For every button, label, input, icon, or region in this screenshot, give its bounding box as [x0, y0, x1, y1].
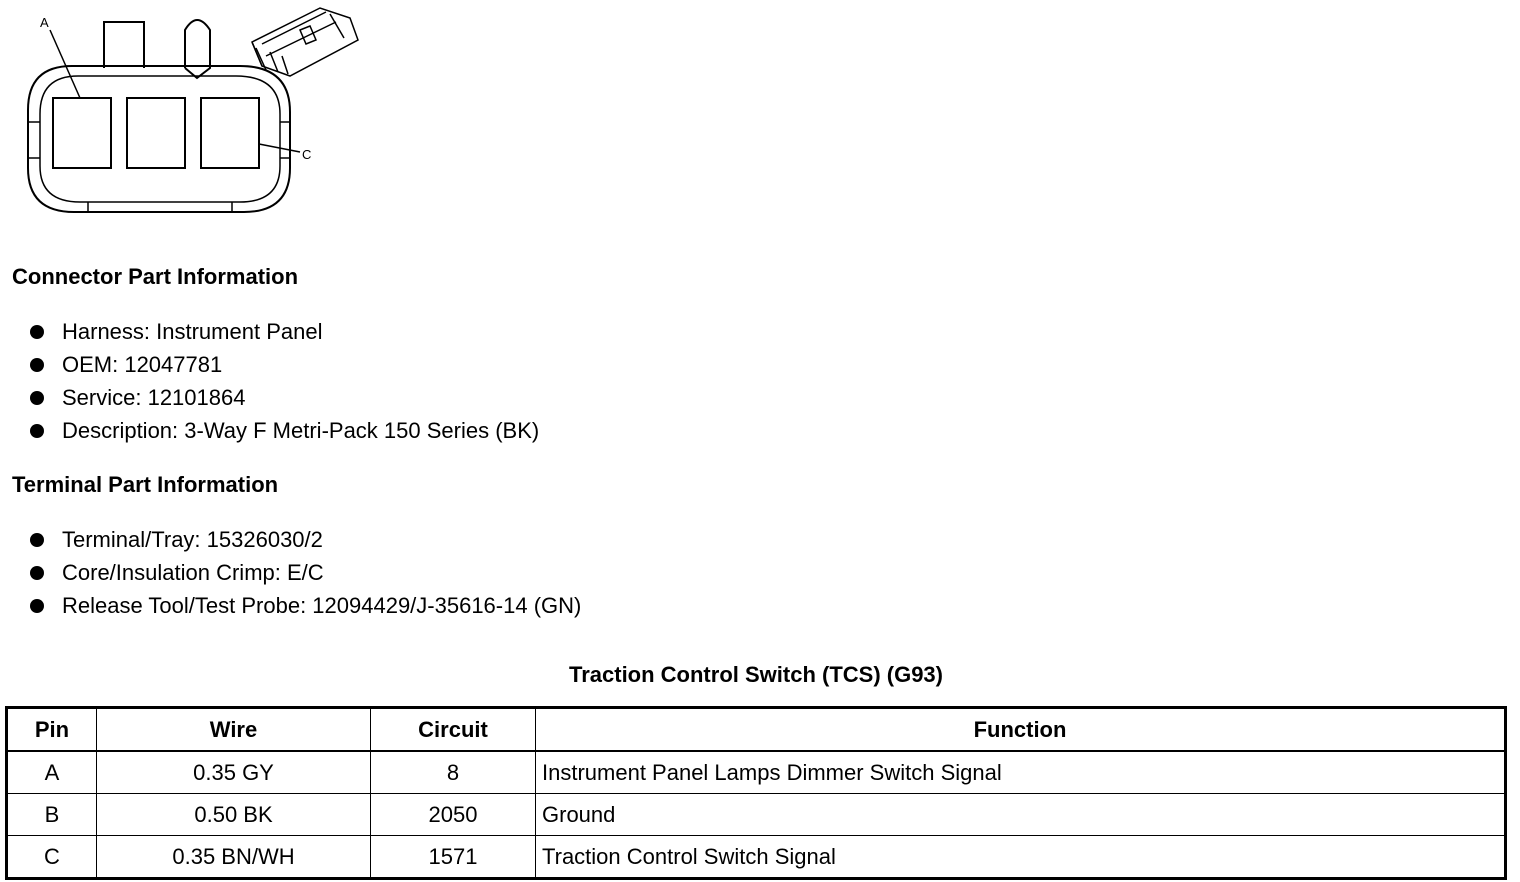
list-item-text: Core/Insulation Crimp: E/C: [62, 560, 324, 585]
callout-a-label: A: [40, 15, 49, 30]
table-row: [7, 794, 1506, 836]
cavity-b: [127, 98, 185, 168]
circuit-cell: 8: [371, 751, 536, 794]
table-header-row: [7, 708, 1506, 752]
list-item-text: Service: 12101864: [62, 385, 246, 410]
pin-cell: A: [7, 751, 97, 794]
column-header-wire: Wire: [97, 708, 371, 752]
connector-key-tab: [185, 20, 210, 78]
pinout-table: [5, 706, 1507, 880]
circuit-cell: 1571: [371, 836, 536, 879]
connector-info-list: [30, 315, 539, 447]
column-header-pin: Pin: [7, 708, 97, 752]
terminal-info-list: [30, 523, 581, 622]
column-header-function: Function: [536, 708, 1506, 752]
list-item: [30, 348, 539, 381]
list-item-text: OEM: 12047781: [62, 352, 223, 377]
connector-lock-tab: [104, 22, 144, 68]
wire-cell: 0.35 BN/WH: [97, 836, 371, 879]
list-item: [30, 414, 539, 447]
connector-housing-outline: [28, 66, 290, 212]
list-item: [30, 556, 581, 589]
list-item: [30, 523, 581, 556]
bullet-icon: [30, 566, 44, 580]
list-item-text: Terminal/Tray: 15326030/2: [62, 527, 323, 552]
function-cell: Ground: [536, 794, 1506, 836]
function-cell: Traction Control Switch Signal: [536, 836, 1506, 879]
table-row: [7, 751, 1506, 794]
connector-diagram: [0, 0, 380, 225]
pin-table-title: Traction Control Switch (TCS) (G93): [568, 662, 943, 687]
list-item-text: Release Tool/Test Probe: 12094429/J-35616-14 (GN): [62, 593, 582, 618]
connector-thumbnail: [252, 8, 358, 76]
bullet-icon: [30, 325, 44, 339]
list-item: [30, 381, 539, 414]
bullet-icon: [30, 358, 44, 372]
bullet-icon: [30, 599, 44, 613]
terminal-info-heading: Terminal Part Information: [12, 472, 279, 497]
pin-cell: C: [7, 836, 97, 879]
bullet-icon: [30, 424, 44, 438]
connector-info-heading: Connector Part Information: [12, 264, 299, 289]
cavity-c: [201, 98, 259, 168]
list-item: [30, 315, 539, 348]
callout-c-label: C: [302, 147, 312, 162]
wire-cell: 0.50 BK: [97, 794, 371, 836]
connector-housing-inner: [40, 76, 280, 202]
cavity-a: [53, 98, 111, 168]
list-item-text: Description: 3-Way F Metri-Pack 150 Series (BK): [62, 418, 540, 443]
list-item-text: Harness: Instrument Panel: [62, 319, 323, 344]
function-cell: Instrument Panel Lamps Dimmer Switch Signal: [536, 751, 1506, 794]
wire-cell: 0.35 GY: [97, 751, 371, 794]
table-row: [7, 836, 1506, 879]
bullet-icon: [30, 391, 44, 405]
pin-cell: B: [7, 794, 97, 836]
circuit-cell: 2050: [371, 794, 536, 836]
bullet-icon: [30, 533, 44, 547]
column-header-circuit: Circuit: [371, 708, 536, 752]
list-item: [30, 589, 581, 622]
